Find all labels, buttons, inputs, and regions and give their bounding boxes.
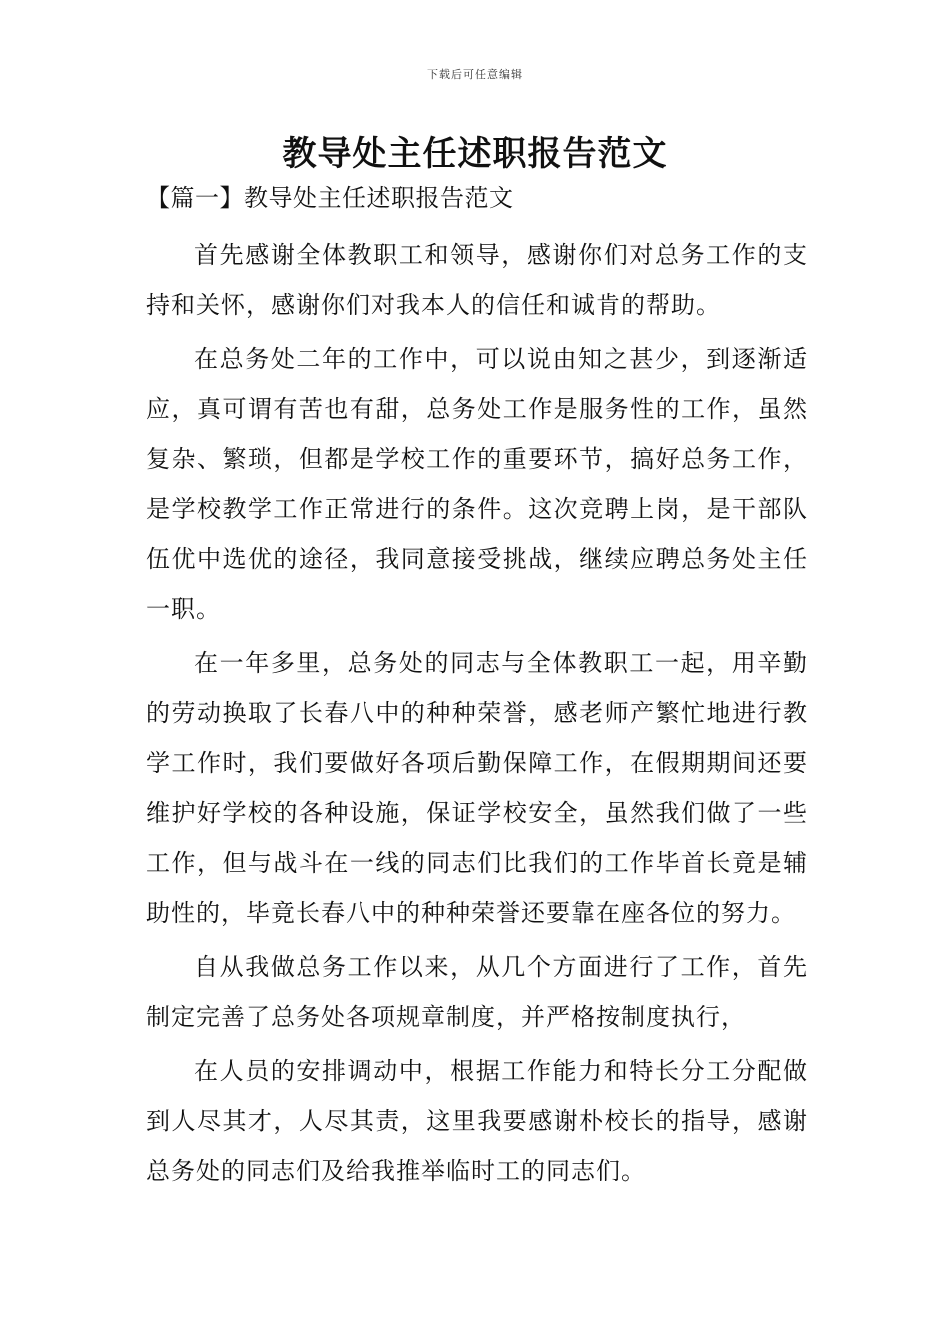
paragraph-1: 首先感谢全体教职工和领导，感谢你们对总务工作的支持和关怀，感谢你们对我本人的信任和诚肯的帮助。	[146, 241, 808, 319]
paragraph-2: 在总务处二年的工作中，可以说由知之甚少，到逐渐适应，真可谓有苦也有甜，总务处工作是服务性的工作，虽然复杂、繁琐，但都是学校工作的重要环节，搞好总务工作，是学校教学工作正常进行的条件。这次竞聘上岗，是干部队伍优中选优的途径，我同意接受挑战，继续应聘总务处主任一职。	[146, 345, 808, 623]
header-note: 下载后可任意编辑	[427, 68, 523, 81]
document-body	[146, 180, 808, 1200]
document-title: 教导处主任述职报告范文	[282, 134, 668, 174]
paragraph-3: 在一年多里，总务处的同志与全体教职工一起，用辛勤的劳动换取了长春八中的种种荣誉，感老师产繁忙地进行教学工作时，我们要做好各项后勤保障工作，在假期期间还要维护好学校的各种设施，保证学校安全，虽然我们做了一些工作，但与战斗在一线的同志们比我们的工作毕首长竟是辅助性的，毕竟长春八中的种种荣誉还要靠在座各位的努力。	[146, 649, 808, 927]
paragraph-5: 在人员的安排调动中，根据工作能力和特长分工分配做到人尽其才，人尽其责，这里我要感谢朴校长的指导，感谢总务处的同志们及给我推举临时工的同志们。	[146, 1057, 808, 1185]
paragraph-4: 自从我做总务工作以来，从几个方面进行了工作，首先制定完善了总务处各项规章制度，并严格按制度执行，	[146, 953, 808, 1031]
section-heading: 【篇一】教导处主任述职报告范文	[146, 184, 514, 212]
